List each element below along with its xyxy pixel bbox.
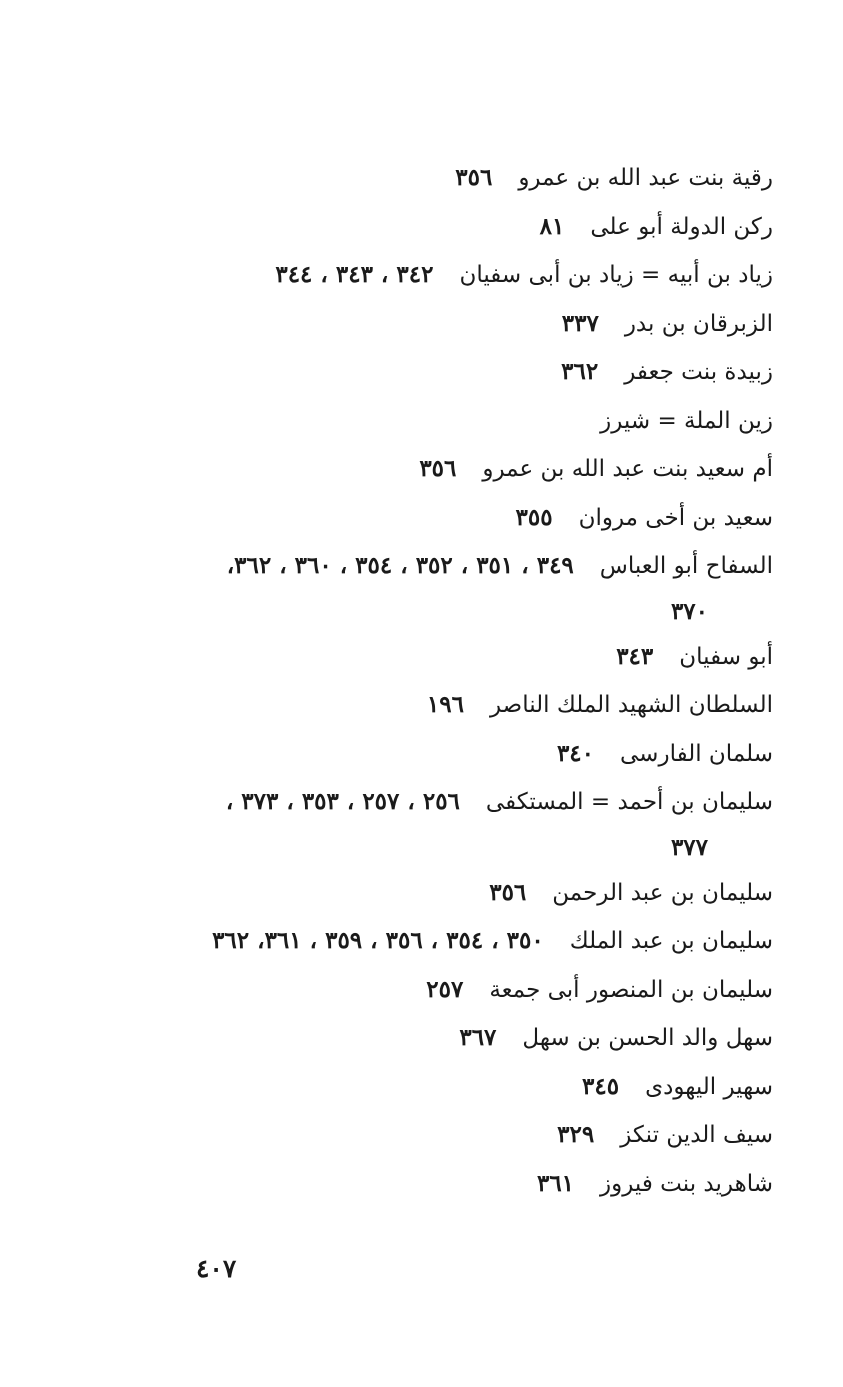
entry-pages-continuation: ٣٧٠ [670,597,708,625]
entry-name: سليمان بن عبد الرحمن [552,879,773,906]
entry-pages: ٨١ [539,212,565,240]
entry-pages: ٣٤٥ [582,1072,620,1100]
entry-name: زياد بن أبيه = زياد بن أبى سفيان [459,262,773,288]
index-entry [133,1111,773,1160]
index-entry [133,966,773,1015]
entry-pages: ٣٥٦ [489,878,527,906]
index-entry [133,251,773,300]
entry-name: سهل والد الحسن بن سهل [522,1025,773,1051]
entry-name: سليمان بن المنصور أبى جمعة [489,976,773,1003]
index-entry [133,348,773,397]
entry-pages: ٣٦٢ [561,358,599,385]
entry-pages: ٣٦١ [536,1169,575,1197]
entry-pages-continuation: ٣٧٧ [670,833,708,861]
index-entry [133,542,773,633]
entry-pages: ٣٤٢ ، ٣٤٣ ، ٣٤٤ [275,261,434,288]
entry-name: أم سعيد بنت عبد الله بن عمرو [482,456,773,482]
entry-pages: ٣٤٣ [616,642,654,670]
index-entry [133,203,773,252]
index-entry [133,778,773,869]
entry-pages: ٣٢٩ [557,1121,595,1148]
entry-pages: ٣٥٠ ، ٣٥٤ ، ٣٥٦ ، ٣٥٩ ، ٣٦١، ٣٦٢ [212,927,544,954]
entry-name: سيف الدين تنكز [620,1122,773,1148]
entry-pages: ٢٥٧ [426,975,464,1003]
index-entry [133,1014,773,1063]
index-entry [133,917,773,966]
index-entry [133,1063,773,1112]
index-entry [133,445,773,494]
entry-pages: ٣٣٧ [561,309,599,337]
entry-pages: ٣٤٩ ، ٣٥١ ، ٣٥٢ ، ٣٥٤ ، ٣٦٠ ، ٣٦٢، [226,552,574,579]
index-entry [133,397,773,446]
page-number: ٤٠٧ [196,1254,237,1283]
entry-name: سليمان بن عبد الملك [569,928,773,954]
entry-name: زين الملة = شيرز [600,407,773,434]
entry-name: أبو سفيان [679,643,773,670]
index-entry [133,633,773,682]
index-entry [133,494,773,543]
entry-name: رقية بنت عبد الله بن عمرو [518,165,773,191]
entry-pages: ٣٥٦ [455,164,493,191]
entry-pages: ١٩٦ [426,691,464,718]
entry-name: سلمان الفارسى [620,740,773,767]
entry-pages: ٣٥٥ [515,503,553,531]
entry-name: سليمان بن أحمد = المستكفى [485,789,773,815]
index-entry [133,1160,773,1209]
index-entry [133,154,773,203]
entry-pages: ٣٥٦ [419,455,457,482]
entry-name: زبيدة بنت جعفر [624,359,773,385]
index-entry [133,300,773,349]
entry-name: السفاح أبو العباس [599,553,773,579]
entry-name: سهير اليهودى [645,1073,773,1100]
entry-name: الزبرقان بن بدر [624,310,773,337]
entry-pages: ٣٤٠ [556,739,595,767]
entry-name: ركن الدولة أبو على [590,213,773,240]
index-list [133,154,773,1208]
entry-name: شاهريد بنت فيروز [600,1170,773,1197]
entry-name: سعيد بن أخى مروان [578,504,773,531]
index-entry [133,681,773,730]
index-entry [133,730,773,779]
entry-pages: ٣٦٧ [459,1024,497,1051]
entry-name: السلطان الشهيد الملك الناصر [489,692,773,718]
entry-pages: ٢٥٦ ، ٢٥٧ ، ٣٥٣ ، ٣٧٣ ، [225,788,460,815]
index-entry [133,869,773,918]
